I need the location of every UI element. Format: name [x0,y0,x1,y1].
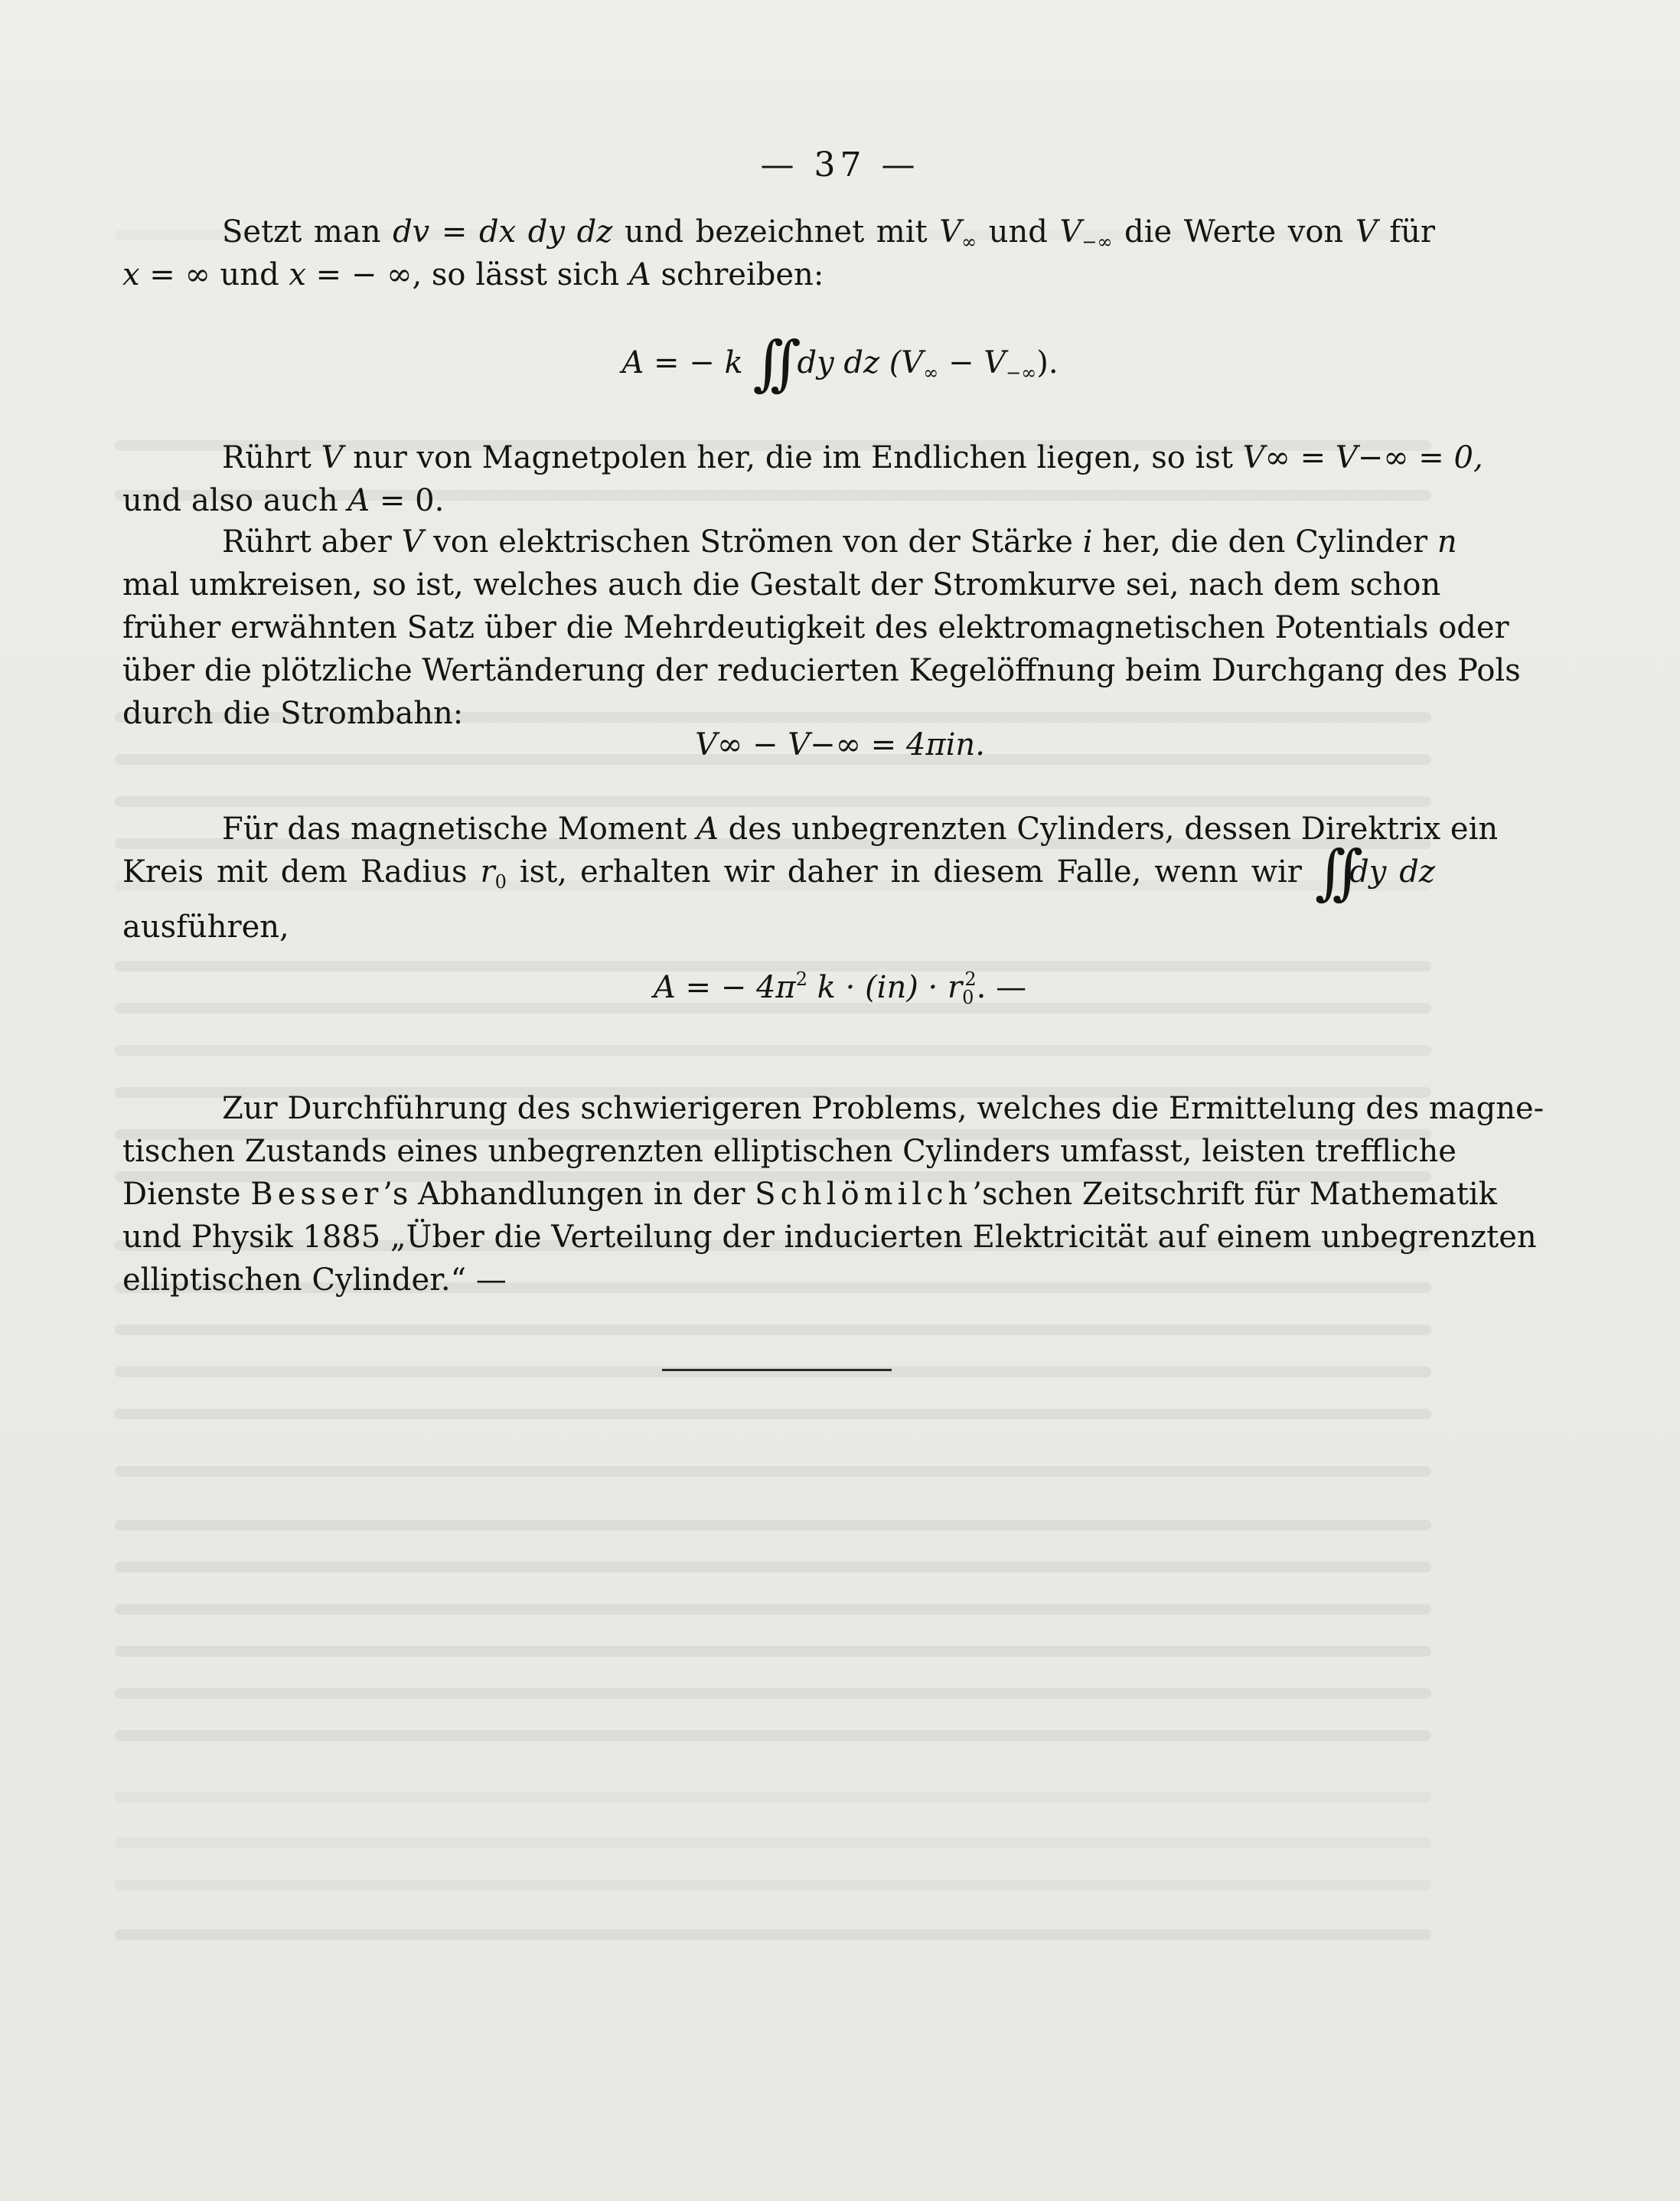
text-line: x = ∞ und x = − ∞, so lässt sich A schreiben: [122,257,824,292]
author-name-besser: Besser [250,1177,383,1212]
bleed-through-line [115,1324,1431,1335]
bleed-through-line [115,1791,1431,1802]
text-line: und also auch A = 0. [122,483,445,518]
text-line: durch die Strombahn: [122,696,464,731]
text-line: Für das magnetische Moment A des unbegrenzten Cylinders, dessen Direktrix ein [222,811,1499,847]
paragraph-4 [122,808,1499,949]
text-line: Zur Durchführung des schwierigeren Problems, welches die Ermittelung des magne- [222,1091,1545,1126]
text-line: und Physik 1885 „Über die Verteilung der inducierten Elektricität auf einem unbegrenzten [122,1220,1537,1255]
bleed-through-line [115,1730,1431,1741]
section-separator-rule [662,1369,892,1371]
bleed-through-line [115,1562,1431,1572]
bleed-through-line [115,1646,1431,1657]
text-line: Dienste Besser’s Abhandlungen in der Schlömilch’schen Zeitschrift für Mathematik [122,1177,1497,1212]
page-number: — 37 — [760,145,920,185]
equation-1: A = − k ∫∫ dy dz $(V_\infty - V_{-\infty})$. [621,329,1059,398]
text-line: Setzt man dv = dx dy dz und bezeichnet mit $V_\infty$ und $V_{-\infty}$ die Werte von V für [222,214,1436,253]
text-line: elliptischen Cylinder.“ — [122,1262,507,1298]
double-integral-symbol: ∫∫ [1314,838,1350,907]
bleed-through-line [115,1929,1431,1940]
bleed-through-line [115,796,1431,807]
text-line: Kreis mit dem Radius $r_0$ ist, erhalten wir daher in diesem Falle, wenn wir ∫∫dy dz [122,838,1435,907]
text-line: mal umkreisen, so ist, welches auch die Gestalt der Stromkurve sei, nach dem schon [122,567,1441,602]
paragraph-2 [122,436,1483,522]
equation-2: V∞ − V−∞ = 4πin. [695,727,985,763]
paragraph-5 [122,1087,1545,1301]
text-line: Rührt V nur von Magnetpolen her, die im Endlichen liegen, so ist V∞ = V−∞ = 0, [222,440,1483,475]
paragraph-3 [122,521,1521,735]
bleed-through-line [115,1879,1431,1890]
paragraph-1 [122,211,1435,296]
bleed-through-line [115,1604,1431,1615]
text-line: früher erwähnten Satz über die Mehrdeutigkeit des elektromagnetischen Potentials oder [122,610,1509,645]
author-name-schloemilch: Schlömilch [755,1177,973,1212]
bleed-through-line [115,1520,1431,1530]
text-line: Rührt aber V von elektrischen Strömen von der Stärke i her, die den Cylinder n [222,524,1457,560]
equation-3: A = − $4\pi^2$ $k \cdot (in) \cdot r_0^2$. — [653,968,1027,1008]
double-integral-symbol: ∫∫ [752,329,788,398]
bleed-through-line [115,1409,1431,1419]
text-line: über die plötzliche Wertänderung der reducierten Kegelöffnung beim Durchgang des Pols [122,653,1521,688]
bleed-through-line [115,1045,1431,1056]
bleed-through-line [115,1466,1431,1477]
text-line: ausführen, [122,909,289,945]
bleed-through-line [115,1688,1431,1699]
text-line: tischen Zustands eines unbegrenzten elliptischen Cylinders umfasst, leisten treffliche [122,1134,1457,1169]
bleed-through-line [115,1837,1431,1848]
